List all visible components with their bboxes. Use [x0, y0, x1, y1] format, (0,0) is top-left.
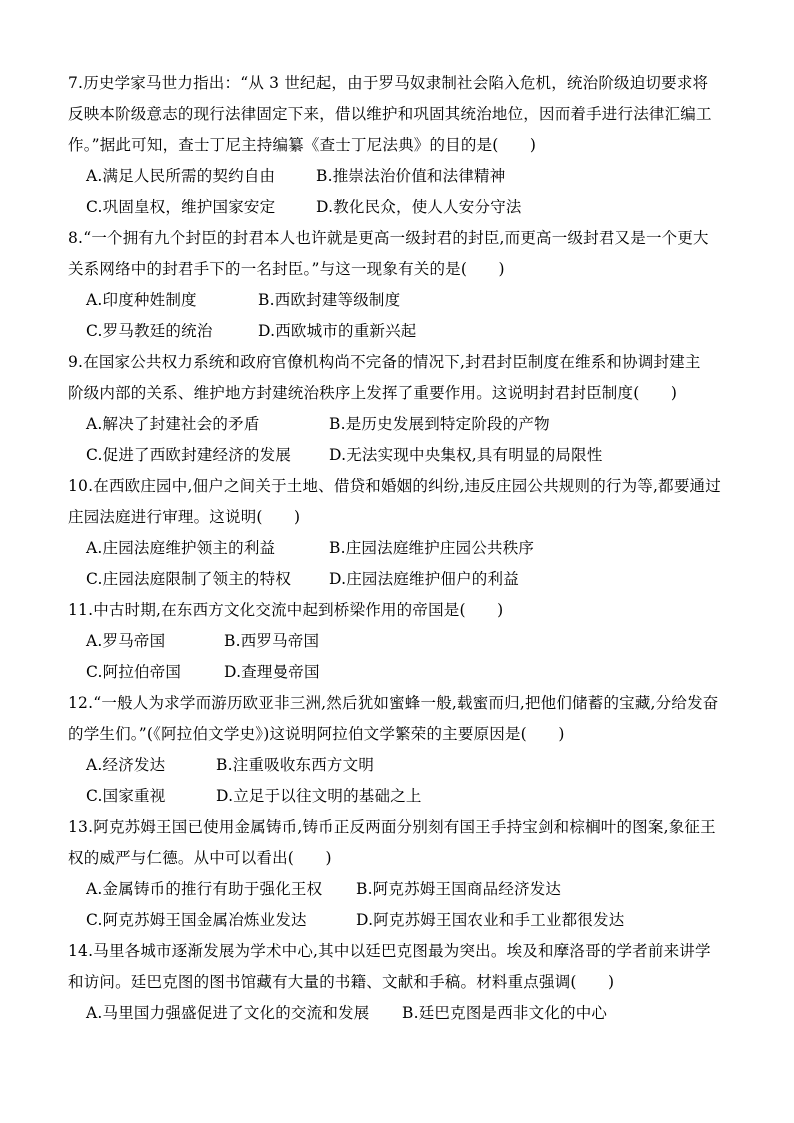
question-text-line: 13.阿克苏姆王国已使用金属铸币,铸币正反两面分别刻有国王手持宝剑和棕榈叶的图案,象征王 [68, 818, 716, 836]
answer-option: C.巩固皇权，维护国家安定 [86, 198, 276, 216]
options-row [68, 285, 734, 316]
question-7 [68, 68, 734, 223]
answer-option: D.查理曼帝国 [224, 663, 320, 681]
answer-option: D.无法实现中央集权,具有明显的局限性 [329, 446, 603, 464]
options-row [68, 192, 734, 223]
question-text-line: 庄园法庭进行审理。这说明( ) [68, 508, 301, 526]
answer-option: A.满足人民所需的契约自由 [86, 167, 276, 185]
question-text-line: 阶级内部的关系、维护地方封建统治秩序上发挥了重要作用。这说明封君封臣制度( ) [68, 384, 678, 402]
question-text-line: 和访问。廷巴克图的图书馆藏有大量的书籍、文献和手稿。材料重点强调( ) [68, 973, 615, 991]
question-text-line: 关系网络中的封君手下的一名封臣。”与这一现象有关的是( ) [68, 260, 505, 278]
answer-option: B.庄园法庭维护庄园公共秩序 [329, 539, 535, 557]
question-text-line: 8.“一个拥有九个封臣的封君本人也许就是更高一级封君的封臣,而更高一级封君又是一个更大 [68, 229, 709, 247]
answer-option: C.庄园法庭限制了领主的特权 [86, 570, 292, 588]
options-row [68, 750, 734, 781]
question-10 [68, 471, 734, 595]
answer-option: A.印度种姓制度 [86, 291, 197, 309]
answer-option: C.阿克苏姆王国金属冶炼业发达 [86, 911, 307, 929]
options-row [68, 874, 734, 905]
answer-option: D.立足于以往文明的基础之上 [216, 787, 422, 805]
answer-option: C.促进了西欧封建经济的发展 [86, 446, 292, 464]
answer-option: A.经济发达 [86, 756, 166, 774]
options-row [68, 409, 734, 440]
answer-option: D.阿克苏姆王国农业和手工业都很发达 [356, 911, 625, 929]
options-row [68, 564, 734, 595]
options-row [68, 440, 734, 471]
options-row [68, 781, 734, 812]
question-text-line: 9.在国家公共权力系统和政府官僚机构尚不完备的情况下,封君封臣制度在维系和协调封建主 [68, 353, 701, 371]
question-8 [68, 223, 734, 347]
answer-option: C.罗马教廷的统治 [86, 322, 213, 340]
question-text-line: 7.历史学家马世力指出：“从 3 世纪起，由于罗马奴隶制社会陷入危机，统治阶级迫切要求将 [68, 74, 709, 92]
question-text-line: 12.“一般人为求学而游历欧亚非三洲,然后犹如蜜蜂一般,载蜜而归,把他们储蓄的宝藏,分给发奋 [68, 694, 719, 712]
question-text-line: 反映本阶级意志的现行法律固定下来，借以维护和巩固其统治地位，因而着手进行法律汇编工 [68, 105, 712, 123]
answer-option: C.国家重视 [86, 787, 166, 805]
options-row [68, 161, 734, 192]
answer-option: C.阿拉伯帝国 [86, 663, 182, 681]
question-9 [68, 347, 734, 471]
answer-option: B.廷巴克图是西非文化的中心 [402, 1004, 608, 1022]
answer-option: A.罗马帝国 [86, 632, 166, 650]
question-11 [68, 595, 734, 688]
answer-option: B.注重吸收东西方文明 [216, 756, 375, 774]
answer-option: A.庄园法庭维护领主的利益 [86, 539, 276, 557]
question-14 [68, 936, 734, 1029]
options-row [68, 998, 734, 1029]
answer-option: A.金属铸币的推行有助于强化王权 [86, 880, 323, 898]
answer-option: B.西罗马帝国 [224, 632, 320, 650]
question-text-line: 10.在西欧庄园中,佃户之间关于土地、借贷和婚姻的纠纷,违反庄园公共规则的行为等,都要通过 [68, 477, 721, 495]
answer-option: D.庄园法庭维护佃户的利益 [329, 570, 519, 588]
question-text-line: 11.中古时期,在东西方文化交流中起到桥梁作用的帝国是( ) [68, 601, 504, 619]
options-row [68, 316, 734, 347]
question-text-line: 14.马里各城市逐渐发展为学术中心,其中以廷巴克图最为突出。埃及和摩洛哥的学者前来讲学 [68, 942, 711, 960]
answer-option: A.马里国力强盛促进了文化的交流和发展 [86, 1004, 370, 1022]
question-text-line: 作。”据此可知，查士丁尼主持编纂《查士丁尼法典》的目的是( ) [68, 136, 537, 154]
question-13 [68, 812, 734, 936]
question-text-line: 权的威严与仁德。从中可以看出( ) [68, 849, 332, 867]
answer-option: B.推崇法治价值和法律精神 [316, 167, 506, 185]
answer-option: B.阿克苏姆王国商品经济发达 [356, 880, 562, 898]
options-row [68, 626, 734, 657]
exam-page [68, 68, 734, 1029]
answer-option: D.西欧城市的重新兴起 [258, 322, 417, 340]
answer-option: B.西欧封建等级制度 [258, 291, 401, 309]
options-row [68, 533, 734, 564]
answer-option: A.解决了封建社会的矛盾 [86, 415, 260, 433]
question-text-line: 的学生们。”(《阿拉伯文学史》)这说明阿拉伯文学繁荣的主要原因是( ) [68, 725, 565, 743]
options-row [68, 905, 734, 936]
question-12 [68, 688, 734, 812]
answer-option: D.教化民众，使人人安分守法 [316, 198, 522, 216]
answer-option: B.是历史发展到特定阶段的产物 [329, 415, 550, 433]
options-row [68, 657, 734, 688]
